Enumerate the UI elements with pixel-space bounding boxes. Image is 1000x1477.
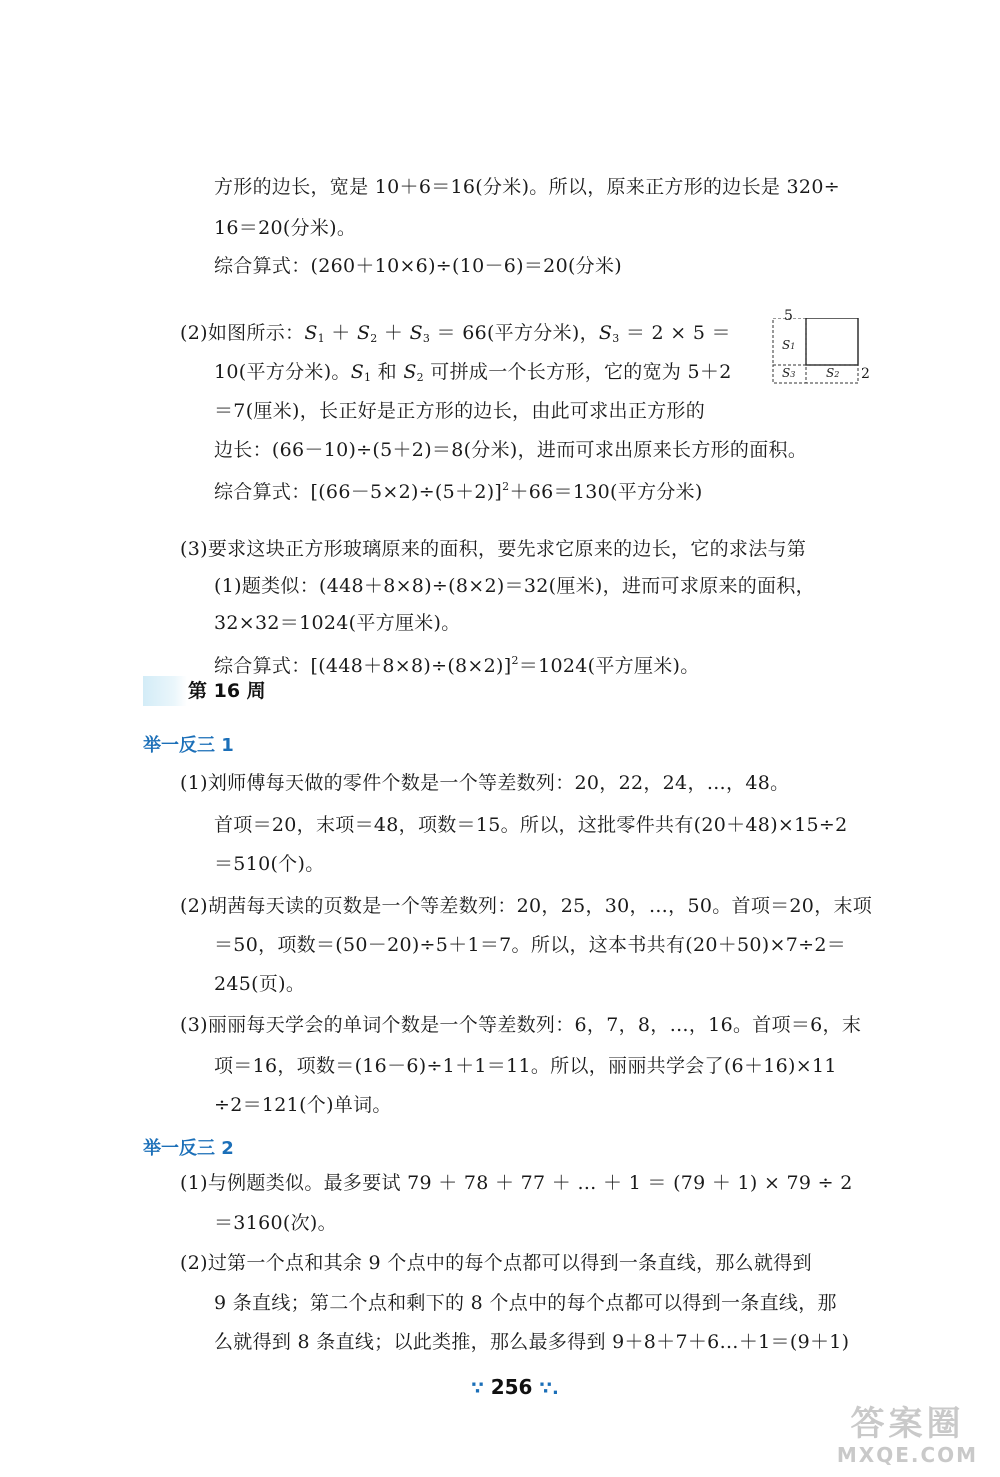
week-title: 第 16 周	[188, 680, 266, 702]
section-heading-2: 举一反三 2	[143, 1138, 234, 1159]
figure-s1: S1	[782, 338, 796, 352]
figure-s3: S3	[782, 366, 796, 380]
figure-label-right: 2	[861, 366, 870, 382]
text-line: (2)过第一个点和其余 9 个点中的每个点都可以得到一条直线，那么就得到	[180, 1252, 812, 1274]
figure-label-top: 5	[784, 308, 793, 324]
page-dots-left: ∵	[471, 1378, 484, 1399]
text-line: ＝50，项数＝(50－20)÷5＋1＝7。所以，这本书共有(20＋50)×7÷2＝	[214, 934, 847, 956]
text-line: 方形的边长，宽是 10＋6＝16(分米)。所以，原来正方形的边长是 320÷	[214, 176, 840, 198]
watermark-logo: 答案圈 MXQE.COM	[836, 1404, 979, 1467]
text-line: ÷2＝121(个)单词。	[214, 1094, 392, 1116]
text-line: 9 条直线；第二个点和剩下的 8 个点中的每个点都可以得到一条直线，那	[214, 1292, 837, 1314]
text-line: 245(页)。	[214, 973, 306, 995]
page-number: ∵ 256 ∵.	[471, 1375, 559, 1399]
text-line: 项＝16，项数＝(16－6)÷1＋1＝11。所以，丽丽共学会了(6＋16)×11	[214, 1055, 837, 1077]
formula-line: 综合算式：$[(66-5\times 2)\div(5+2)]^2+66=130$(平方分米)	[214, 480, 703, 503]
text-line: (2)如图所示：$S_1 + S_2 + S_3 = 66$(平方分米)，$S_3 = 2 \times 5$ ＝	[180, 322, 731, 345]
text-line: 么就得到 8 条直线；以此类推，那么最多得到 9＋8＋7＋6…＋1＝(9＋1)	[214, 1331, 850, 1353]
text-line: (1)刘师傅每天做的零件个数是一个等差数列：20，22，24，…，48。	[180, 772, 790, 794]
text-line: ＝7(厘米)，长正好是正方形的边长，由此可求出正方形的	[214, 400, 706, 422]
text-line: (1)与例题类似。最多要试 79 ＋ 78 ＋ 77 ＋ … ＋ 1 ＝ (79 ＋ 1) × 79 ÷ 2	[180, 1172, 853, 1194]
text-line: 边长：(66－10)÷(5＋2)＝8(分米)，进而可求出原来长方形的面积。	[214, 439, 808, 461]
text-line: ＝510(个)。	[214, 853, 325, 875]
text-line: 32×32＝1024(平方厘米)。	[214, 612, 461, 634]
text-line: 首项＝20，末项＝48，项数＝15。所以，这批零件共有(20＋48)×15÷2	[214, 814, 848, 836]
figure-s2: S2	[826, 366, 840, 380]
section-heading-1: 举一反三 1	[143, 735, 234, 756]
text-line: (2)胡茜每天读的页数是一个等差数列：20，25，30，…，50。首项＝20，末项	[180, 895, 873, 917]
page-dots-right: ∵.	[539, 1378, 559, 1399]
text-line: ＝3160(次)。	[214, 1212, 337, 1234]
formula-line: 综合算式：(260＋10×6)÷(10－6)＝20(分米)	[214, 255, 622, 277]
text-line: (3)丽丽每天学会的单词个数是一个等差数列：6，7，8，…，16。首项＝6，末	[180, 1014, 862, 1036]
week-heading	[143, 676, 273, 706]
formula-line: 综合算式：$[(448+8\times 8)\div(8\times 2)]^2=1024$(平方厘米)。	[214, 654, 700, 677]
text-line: 16＝20(分米)。	[214, 217, 357, 239]
week-heading-bg	[143, 676, 187, 706]
text-line: (3)要求这块正方形玻璃原来的面积，要先求它原来的边长，它的求法与第	[180, 538, 807, 560]
text-line: (1)题类似：(448＋8×8)÷(8×2)＝32(厘米)，进而可求原来的面积，	[214, 575, 815, 597]
text-line: 10(平方分米)。$S_1$ 和 $S_2$ 可拼成一个长方形，它的宽为 5＋2	[214, 361, 732, 384]
square-figure	[766, 308, 876, 390]
